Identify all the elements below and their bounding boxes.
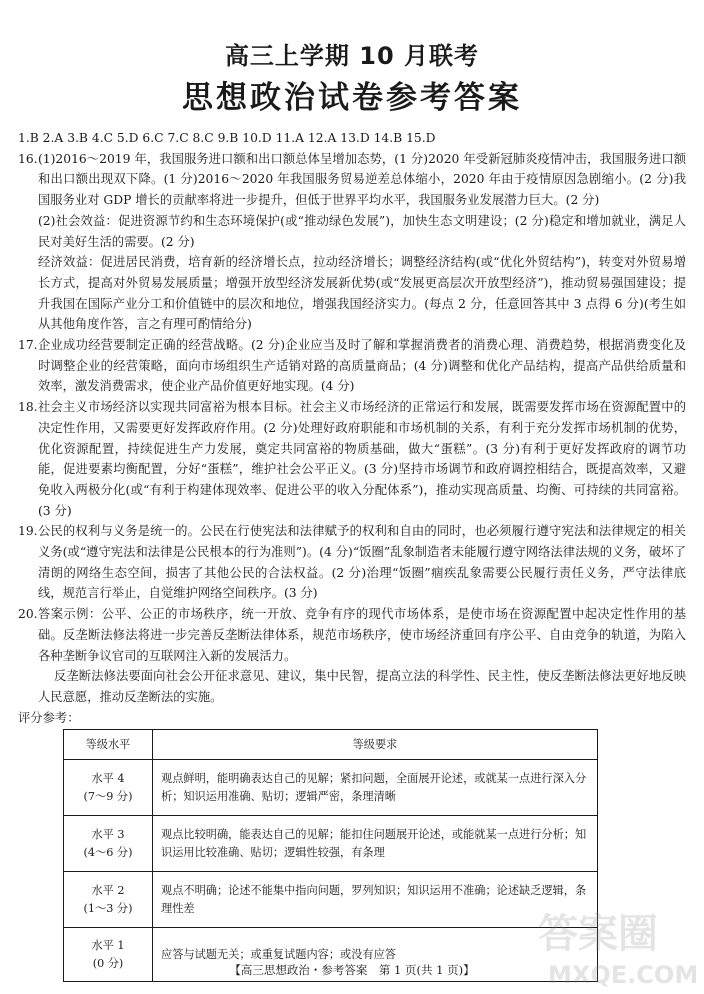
answer-body: [18, 128, 686, 728]
level-name: 水平 3: [91, 827, 125, 841]
answer-paragraph: 反垄断法修法要面向社会公开征求意见、建议，集中民智，提高立法的科学性、民主性，使反垄断法修法更好地反映人民意愿，推动反垄断法的实施。: [38, 669, 686, 704]
answer-paragraph: 企业成功经营要制定正确的经营战略。(2 分)企业应当及时了解和掌握消费者的消费心理、消费趋势，根据消费变化及时调整企业的经营策略，面向市场组织生产适销对路的高质量商品；(4 分)调整和优化产品结构，提高产品供给质量和效率，激发消费需求，使企业产品价值更好地实现。(4 分): [38, 338, 686, 394]
answer-paragraph: 答案示例：公平、公正的市场秩序，统一开放、竞争有序的现代市场体系，是使市场在资源配置中起决定性作用的基础。反垄断法修法将进一步完善反垄断法律体系，规范市场秩序，使市场经济重回有序公平、自由竞争的轨道，为陷入各种垄断争议官司的互联网注入新的发展活力。: [38, 607, 686, 663]
question-16: [18, 149, 686, 335]
answer-paragraph: (1)2016～2019 年，我国服务进口额和出口额总体呈增加态势，(1 分)2020 年受新冠肺炎疫情冲击，我国服务进口额和出口额出现双下降。(1 分)2016～2020 年我国服务贸易逆差总体缩小，2020 年由于疫情原因急剧缩小。(2 分)我国服务业对 GDP 增长的贡献率将进一步提升，但低于世界平均水平，我国服务业发展潜力巨大。(2 分): [38, 151, 686, 208]
grading-rubric-table: [63, 729, 598, 982]
watermark-logo: [530, 895, 700, 990]
column-header-requirement: 等级要求: [153, 730, 598, 760]
requirement-cell: 观点鲜明，能明确表达自己的见解；紧扣问题，全面展开论述，或就某一点进行深入分析；知识运用准确、贴切；逻辑严密，条理清晰: [153, 760, 598, 816]
watermark-logo-text: 答案圈: [538, 911, 658, 957]
question-number: 16.: [18, 151, 38, 166]
requirement-cell: 观点不明确；论述不能集中指向问题，罗列知识；知识运用不准确；论述缺乏逻辑，条理性差: [153, 872, 598, 928]
answer-paragraph: 社会主义市场经济以实现共同富裕为根本目标。社会主义市场经济的正常运行和发展，既需要发挥市场在资源配置中的决定性作用，又需要更好发挥政府作用。(2 分)处理好政府职能和市场机制的关系，有利于充分发挥市场机制的优势，优化资源配置，持续促进生产力发展，奠定共同富裕的物质基础，做大“蛋糕”。(3 分)有利于更好发挥政府的调节功能，促进要素均衡配置，分好“蛋糕”，维护社会公平正义。(3 分)坚持市场调节和政府调控相结合，既提高效率，又避免收入两极分化(或“有利于构建体现效率、促进公平的收入分配体系”)，推动实现高质量、均衡、可持续的共同富裕。(3 分): [38, 400, 686, 518]
level-score: (7～9 分): [83, 789, 133, 803]
table-row: [64, 872, 598, 928]
level-cell: [64, 872, 153, 928]
level-score: (0 分): [92, 956, 124, 970]
question-number: 18.: [18, 400, 38, 415]
question-17: [18, 335, 686, 397]
choice-answers: 1.B 2.A 3.B 4.C 5.D 6.C 7.C 8.C 9.B 10.D 11.A 12.A 13.D 14.B 15.D: [18, 131, 436, 145]
question-18: [18, 397, 686, 521]
answer-paragraph: (2)社会效益：促进资源节约和生态环境保护(或“推动绿色发展”)，加快生态文明建设；(2 分)稳定和增加就业，满足人民对美好生活的需要。(2 分): [38, 213, 686, 249]
level-score: (1～3 分): [83, 901, 133, 915]
requirement-cell: 观点比较明确，能表达自己的见解；能扣住问题展开论述，或能就某一点进行分析；知识运用比较准确、贴切；逻辑性较强，有条理: [153, 816, 598, 872]
watermark-site-text: MXQE.COM: [548, 961, 699, 989]
level-name: 水平 2: [91, 883, 125, 897]
level-name: 水平 4: [91, 771, 125, 785]
requirement-cell: 应答与试题无关；或重复试题内容；或没有应答: [153, 928, 598, 982]
question-19: [18, 521, 686, 604]
question-number: 20.: [18, 607, 38, 622]
column-header-level: 等级水平: [64, 730, 153, 760]
page-footer: 【高三思想政治・参考答案 第 1 页(共 1 页)】: [229, 963, 475, 977]
answer-paragraph: 经济效益：促进居民消费，培育新的经济增长点，拉动经济增长；调整经济结构(或“优化外贸结构”)，转变对外贸易增长方式，提高对外贸易发展质量；增强开放型经济发展新优势(或“发展更高层次开放型经济”)，推动贸易强国建设；提升我国在国际产业分工和价值链中的层次和地位，增强我国经济实力。(每点 2 分，任意回答其中 3 点得 6 分)(考生如从其他角度作答，言之有理可酌情给分): [38, 255, 686, 332]
answer-key-title: 思想政治试卷参考答案: [182, 80, 522, 116]
question-20: [18, 604, 686, 708]
level-cell: [64, 760, 153, 816]
exam-title: 高三上学期 10 月联考: [224, 42, 480, 70]
table-row: [64, 816, 598, 872]
table-row: [64, 760, 598, 816]
question-number: 17.: [18, 338, 38, 353]
level-score: (4～6 分): [83, 845, 133, 859]
answer-paragraph: 公民的权利与义务是统一的。公民在行使宪法和法律赋予的权利和自由的同时，也必须履行遵守宪法和法律规定的相关义务(或“遵守宪法和法律是公民根本的行为准则”)。(4 分)“饭圈”乱象制造者未能履行遵守网络法律法规的义务，破坏了清朗的网络生态空间，损害了其他公民的合法权益。(2 分)治理“饭圈”痼疾乱象需要公民履行责任义务，严守法律底线，规范言行举止，自觉维护网络空间秩序。(3 分): [38, 524, 686, 601]
level-cell: [64, 816, 153, 872]
question-number: 19.: [18, 524, 38, 539]
rubric-label: 评分参考：: [18, 710, 80, 725]
level-name: 水平 1: [91, 938, 125, 952]
